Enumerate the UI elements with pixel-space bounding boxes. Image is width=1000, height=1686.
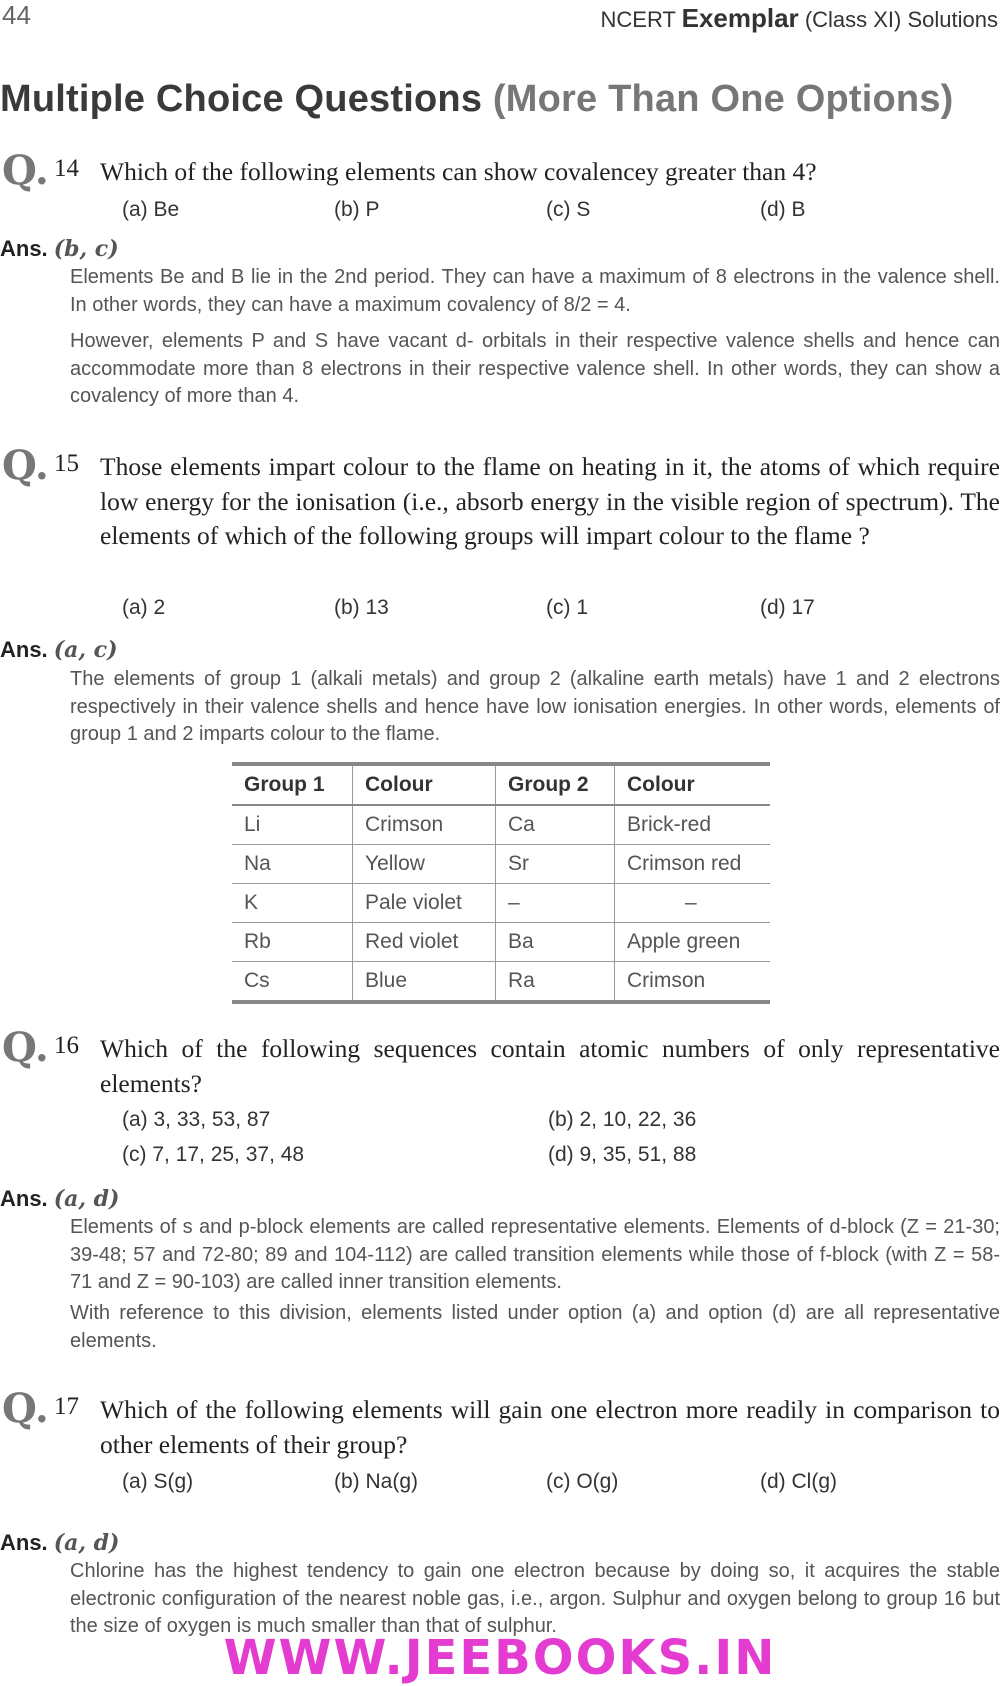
explanation-14-2: However, elements P and S have vacant d- orbitals in their respective valence shells and hence can accommodate more than 8 electrons in their respective valence shell. In other words, they can show a covalency of more than 4. bbox=[70, 330, 1000, 407]
question-mark: Q. bbox=[2, 442, 49, 489]
question-15 bbox=[0, 442, 1000, 590]
table-cell: Red violet bbox=[353, 923, 496, 962]
options-14 bbox=[0, 198, 1000, 224]
option-c: (c) 1 bbox=[546, 596, 588, 619]
running-head-prefix: NCERT bbox=[600, 7, 676, 32]
option-c: (c) 7, 17, 25, 37, 48 bbox=[122, 1143, 305, 1166]
question-text: Which of the following elements will gain one electron more readily in comparison to other elements of their group? bbox=[100, 1395, 1000, 1459]
table-cell: Apple green bbox=[615, 923, 771, 962]
explanation-16-2: With reference to this division, elements listed under option (a) and option (d) are all representative elements. bbox=[70, 1302, 1000, 1352]
question-mark: Q. bbox=[2, 1024, 49, 1071]
answer-label: Ans. bbox=[0, 236, 48, 261]
table-row bbox=[232, 884, 770, 923]
answer-value: (a, d) bbox=[53, 1530, 120, 1556]
question-number: 15 bbox=[54, 450, 79, 477]
table-header-row bbox=[232, 764, 770, 805]
answer-value: (b, c) bbox=[53, 236, 119, 262]
flame-colour-table bbox=[232, 762, 770, 1004]
question-number: 17 bbox=[54, 1393, 79, 1420]
option-d: (d) B bbox=[760, 198, 806, 221]
answer-value: (a, c) bbox=[53, 637, 118, 663]
question-17 bbox=[0, 1385, 1000, 1465]
table-cell: Yellow bbox=[353, 845, 496, 884]
question-mark: Q. bbox=[2, 147, 49, 194]
answer-16 bbox=[0, 1186, 119, 1212]
option-a: (a) 2 bbox=[122, 596, 166, 619]
option-d: (d) 9, 35, 51, 88 bbox=[548, 1143, 697, 1166]
section-title bbox=[0, 78, 954, 121]
question-text: Those elements impart colour to the flame on heating in it, the atoms of which require low energy for the ionisation (i.e., absorb energy in the visible region of spectrum). The elements of which of the following groups will impart colour to the flame ? bbox=[100, 452, 1000, 550]
table-header-cell: Group 1 bbox=[232, 764, 353, 805]
answer-label: Ans. bbox=[0, 637, 48, 662]
table-row bbox=[232, 962, 770, 1003]
table-row bbox=[232, 845, 770, 884]
question-number: 14 bbox=[54, 155, 79, 182]
running-head bbox=[601, 3, 999, 34]
options-15 bbox=[0, 596, 1000, 622]
answer-label: Ans. bbox=[0, 1530, 48, 1555]
options-16 bbox=[0, 1108, 1000, 1178]
answer-15 bbox=[0, 637, 117, 663]
answer-label: Ans. bbox=[0, 1186, 48, 1211]
table-cell: K bbox=[232, 884, 353, 923]
section-title-sub: (More Than One Options) bbox=[492, 78, 954, 120]
answer-17 bbox=[0, 1530, 119, 1556]
table-cell: Crimson red bbox=[615, 845, 771, 884]
option-c: (c) S bbox=[546, 198, 591, 221]
question-text: Which of the following sequences contain atomic numbers of only representative elements? bbox=[100, 1034, 1000, 1098]
option-d: (d) Cl(g) bbox=[760, 1470, 837, 1493]
option-a: (a) Be bbox=[122, 198, 180, 221]
table-cell: Brick-red bbox=[615, 805, 771, 845]
option-a: (a) 3, 33, 53, 87 bbox=[122, 1108, 271, 1131]
table-cell: Li bbox=[232, 805, 353, 845]
table-cell: Crimson bbox=[615, 962, 771, 1003]
watermark-footer: WWW.JEEBOOKS.IN bbox=[223, 1630, 777, 1686]
explanation-14-1: Elements Be and B lie in the 2nd period. They can have a maximum of 8 electrons in the valence shell. In other words, they can have a maximum covalency of 8/2 = 4. bbox=[70, 266, 1000, 316]
question-mark: Q. bbox=[2, 1385, 49, 1432]
option-b: (b) 2, 10, 22, 36 bbox=[548, 1108, 697, 1131]
question-number: 16 bbox=[54, 1032, 79, 1059]
table-cell: – bbox=[615, 884, 771, 923]
table-cell: Cs bbox=[232, 962, 353, 1003]
running-head-bold: Exemplar bbox=[681, 3, 799, 33]
option-b: (b) Na(g) bbox=[334, 1470, 419, 1493]
table-cell: Sr bbox=[496, 845, 615, 884]
table-header-cell: Colour bbox=[353, 764, 496, 805]
explanation-17-1: Chlorine has the highest tendency to gain one electron because by doing so, it acquires the stable electronic configuration of the nearest noble gas, i.e., argon. Sulphur and oxygen belong to group 16 but the size of oxygen is much smaller than that of sulphur. bbox=[70, 1560, 1000, 1637]
page-number: 44 bbox=[2, 0, 31, 30]
table-cell: Ra bbox=[496, 962, 615, 1003]
question-16 bbox=[0, 1024, 1000, 1104]
table-cell: Blue bbox=[353, 962, 496, 1003]
table-cell: Crimson bbox=[353, 805, 496, 845]
option-d: (d) 17 bbox=[760, 596, 815, 619]
table-cell: Ba bbox=[496, 923, 615, 962]
running-head-suffix: (Class XI) Solutions bbox=[804, 7, 998, 32]
answer-14 bbox=[0, 236, 119, 262]
explanation-15-1: The elements of group 1 (alkali metals) and group 2 (alkaline earth metals) have 1 and 2 electrons respectively in their valence shells and hence have low ionisation energies. In other words, elements of group 1 and 2 imparts colour to the flame. bbox=[70, 668, 1000, 745]
explanation-16-1: Elements of s and p-block elements are called representative elements. Elements of d-block (Z = 21-30; 39-48; 57 and 72-80; 89 and 104-112) are called transition elements while those of f-block (with Z = 58-71 and Z = 90-103) are called inner transition elements. bbox=[70, 1216, 1000, 1293]
option-b: (b) P bbox=[334, 198, 380, 221]
section-title-main: Multiple Choice Questions bbox=[0, 78, 483, 120]
table-cell: – bbox=[496, 884, 615, 923]
options-17 bbox=[0, 1470, 1000, 1496]
answer-value: (a, d) bbox=[53, 1186, 120, 1212]
question-14 bbox=[0, 147, 1000, 195]
option-a: (a) S(g) bbox=[122, 1470, 194, 1493]
table-cell: Rb bbox=[232, 923, 353, 962]
question-text: Which of the following elements can show covalencey greater than 4? bbox=[100, 157, 817, 186]
table-cell: Ca bbox=[496, 805, 615, 845]
table-cell: Pale violet bbox=[353, 884, 496, 923]
table-cell: Na bbox=[232, 845, 353, 884]
table-header-cell: Group 2 bbox=[496, 764, 615, 805]
option-c: (c) O(g) bbox=[546, 1470, 619, 1493]
table-row bbox=[232, 805, 770, 845]
option-b: (b) 13 bbox=[334, 596, 389, 619]
table-header-cell: Colour bbox=[615, 764, 771, 805]
table-row bbox=[232, 923, 770, 962]
